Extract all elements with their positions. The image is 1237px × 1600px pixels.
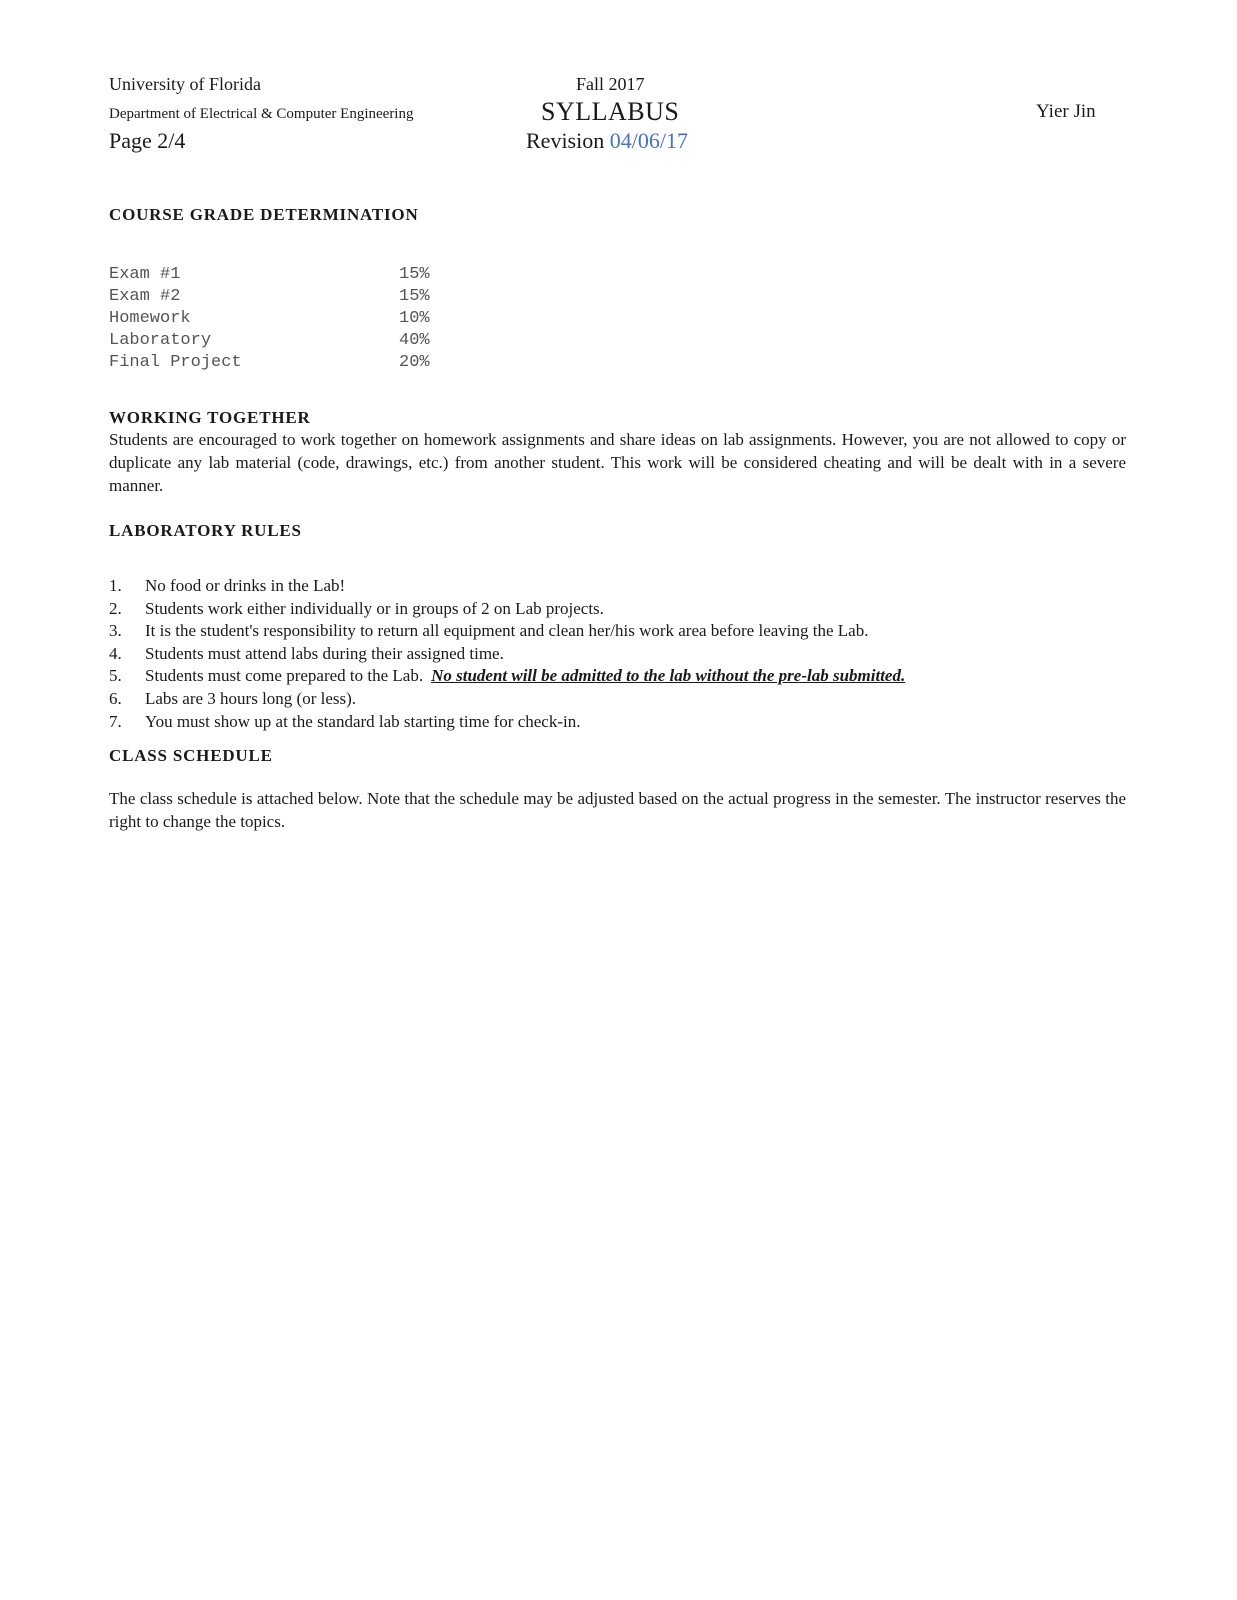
university-name: University of Florida: [109, 74, 261, 94]
grade-heading: COURSE GRADE DETERMINATION: [109, 205, 419, 224]
revision-date: 04/06/17: [609, 128, 688, 153]
grade-item-name: Exam #1: [109, 265, 181, 284]
list-item: [109, 598, 1126, 621]
rule-number: 4.: [109, 643, 122, 663]
rule-number: 6.: [109, 688, 122, 708]
rule-text: [145, 665, 905, 688]
grade-row: [109, 286, 439, 308]
grade-row: [109, 330, 439, 352]
revision-label: Revision: [526, 128, 605, 153]
grade-item-percent: 15%: [399, 265, 430, 284]
grade-item-percent: 10%: [399, 309, 430, 328]
lab-rules-heading: LABORATORY RULES: [109, 521, 302, 540]
rule-number: 3.: [109, 621, 122, 641]
rule-text: [145, 711, 580, 734]
list-item: [109, 688, 1126, 711]
class-schedule-heading: CLASS SCHEDULE: [109, 746, 273, 765]
rule-text-main: No food or drinks in the Lab!: [145, 576, 346, 595]
grade-item-name: Homework: [109, 309, 191, 328]
rule-text: [145, 598, 604, 621]
list-item: [109, 643, 1126, 666]
rule-text-main: Students must come prepared to the Lab.: [145, 666, 424, 686]
rule-number: 2.: [109, 598, 122, 618]
rule-text-main: You must show up at the standard lab starting time for check-in.: [145, 711, 581, 731]
grade-row: [109, 264, 439, 286]
rule-number: 1.: [109, 576, 122, 595]
grade-row: [109, 352, 439, 374]
lab-rules-list: [109, 575, 1126, 733]
rule-text-main: Labs are 3 hours long (or less).: [145, 688, 357, 708]
grade-table: [109, 264, 439, 374]
revision-line: [526, 128, 688, 154]
list-item: [109, 711, 1126, 734]
grade-item-name: Laboratory: [109, 331, 212, 350]
list-item: [109, 575, 1126, 598]
term-label: Fall 2017: [576, 74, 645, 94]
class-schedule-text: The class schedule is attached below. Note that the schedule may be adjusted based on the actual progress in the semester. The instructor reserves the right to change the topics.: [109, 789, 1126, 831]
rule-emphasis: No student will be admitted to the lab without the pre-lab submitted.: [431, 666, 906, 686]
author-name: Yier Jin: [1036, 101, 1096, 122]
grade-item-percent: 20%: [399, 353, 430, 372]
grade-item-name: Exam #2: [109, 287, 181, 306]
working-together-heading: WORKING TOGETHER: [109, 408, 311, 427]
grade-item-percent: 15%: [399, 287, 430, 306]
rule-number: 7.: [109, 711, 122, 731]
document-title: SYLLABUS: [541, 97, 680, 126]
working-together-text: Students are encouraged to work together on homework assignments and share ideas on lab assignments. However, you are not allowed to copy or duplicate any lab material (code, drawings, etc.) from another student. This work will be considered cheating and will be dealt with in a severe manner.: [109, 430, 1126, 495]
grade-row: [109, 308, 439, 330]
grade-item-name: Final Project: [109, 353, 242, 372]
list-item: [109, 665, 1126, 688]
rule-number: 5.: [109, 666, 122, 686]
rule-text-main: Students must attend labs during their assigned time.: [145, 643, 504, 663]
rule-text: [145, 620, 868, 643]
grade-item-percent: 40%: [399, 331, 430, 350]
rule-text: [145, 643, 504, 666]
list-item: [109, 620, 1126, 643]
page-number: Page 2/4: [109, 128, 186, 153]
rule-text: [145, 575, 345, 598]
department-name: Department of Electrical & Computer Engineering: [109, 106, 414, 122]
rule-text: [145, 688, 356, 711]
rule-text-main: It is the student's responsibility to return all equipment and clean her/his work area before leaving the Lab.: [145, 621, 869, 641]
rule-text-main: Students work either individually or in groups of 2 on Lab projects.: [145, 598, 604, 618]
